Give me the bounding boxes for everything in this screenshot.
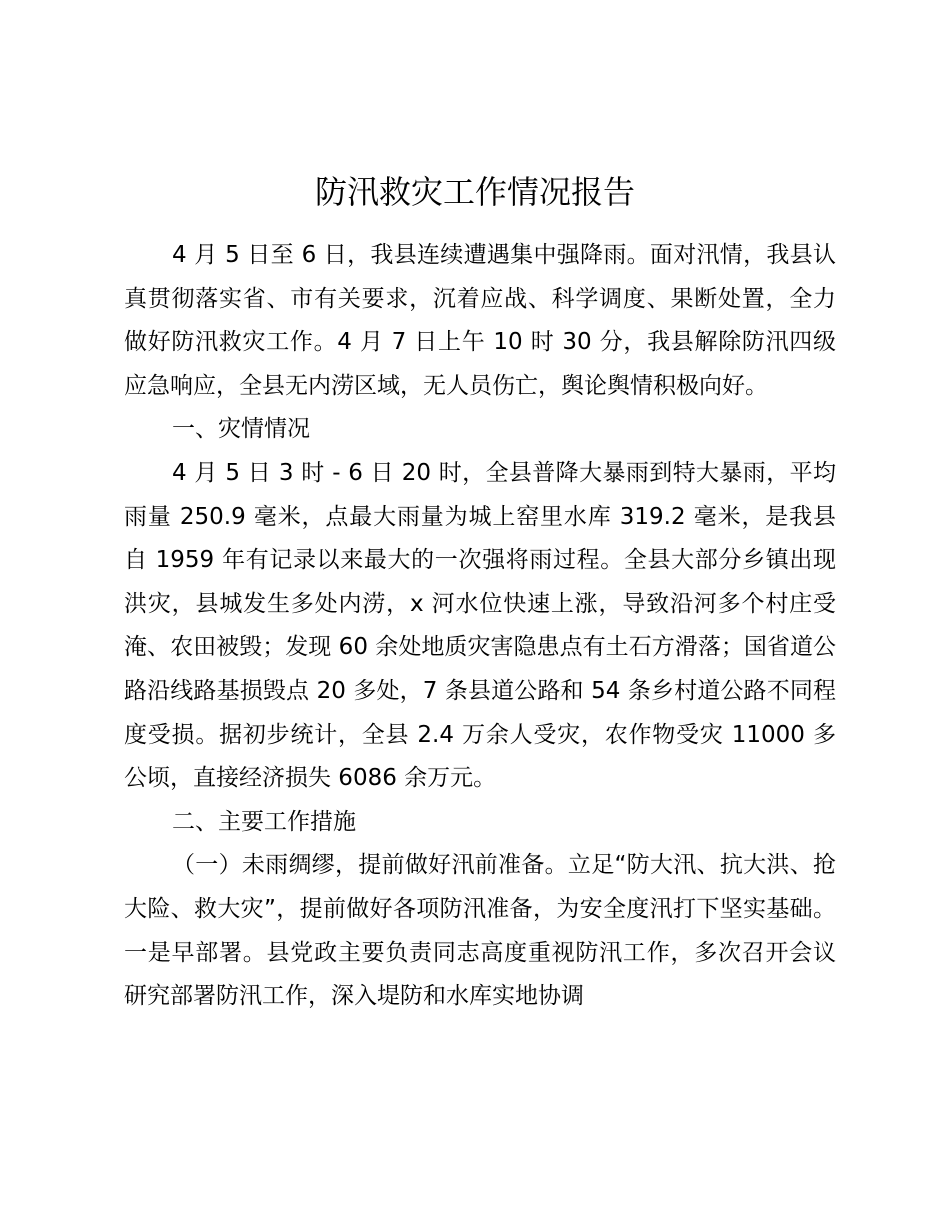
- paragraph-intro: 4 月 5 日至 6 日，我县连续遭遇集中强降雨。面对汛情，我县认真贯彻落实省、市有关要求，沉着应战、科学调度、果断处置，全力做好防汛救灾工作。4 月 7 日上午 10 时 30 分，我县解除防汛四级应急响应，全县无内涝区域，无人员伤亡，舆论舆情积极向好。: [124, 242, 836, 399]
- section-heading-measures: 二、主要工作措施: [172, 808, 356, 835]
- document-body: [124, 234, 836, 1019]
- document-title: 防汛救灾工作情况报告: [314, 173, 635, 211]
- paragraph-measures-1: （一）未雨绸缪，提前做好汛前准备。立足“防大汛、抗大洪、抢大险、救大灾”，提前做好各项防汛准备，为安全度汛打下坚实基础。一是早部署。县党政主要负责同志高度重视防汛工作，多次召开会议研究部署防汛工作，深入堤防和水库实地协调: [124, 852, 836, 1010]
- section-heading-disaster: 一、灾情情况: [172, 416, 310, 443]
- paragraph-disaster: 4 月 5 日 3 时 - 6 日 20 时，全县普降大暴雨到特大暴雨，平均雨量 250.9 毫米，点最大雨量为城上窑里水库 319.2 毫米，是我县自 1959 年有记录以来最大的一次强将雨过程。全县大部分乡镇出现洪灾，县城发生多处内涝，x 河水位快速上涨，导致沿河多个村庄受淹、农田被毁；发现 60 余处地质灾害隐患点有土石方滑落；国省道公路沿线路基损毁点 20 多处，7 条县道公路和 54 条乡村道公路不同程度受损。据初步统计，全县 2.4 万余人受灾，农作物受灾 11000 多公顷，直接经济损失 6086 余万元。: [124, 459, 836, 792]
